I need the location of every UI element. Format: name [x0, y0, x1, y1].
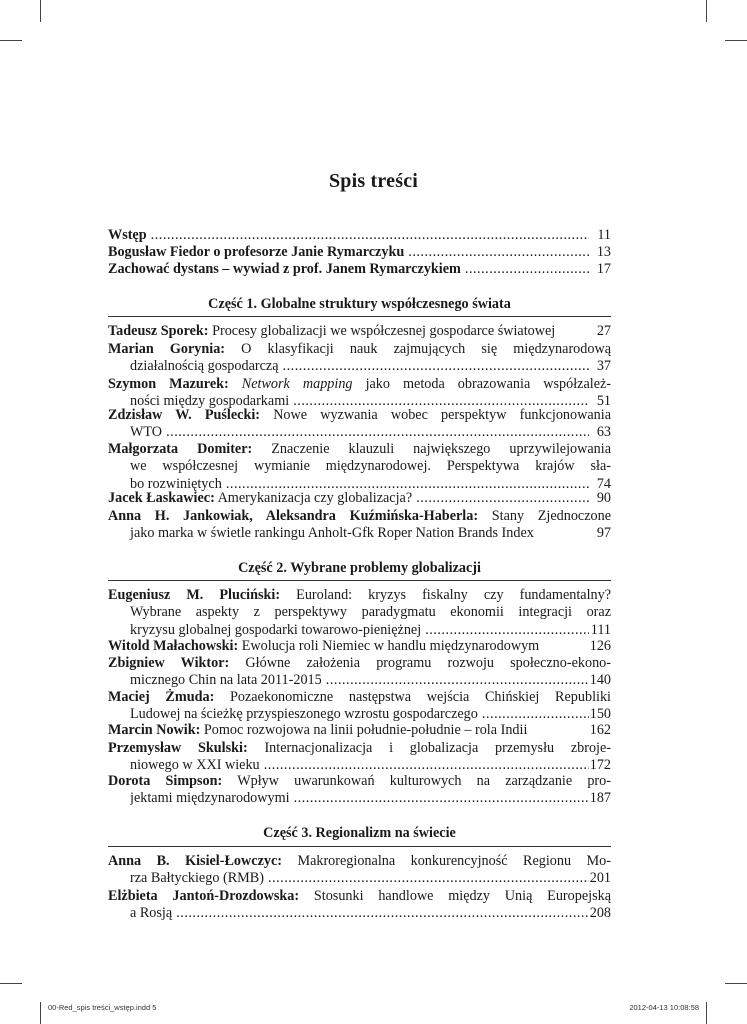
toc-entry: Anna H. Jankowiak, Aleksandra Kuźmińska-Haberla: Stany Zjednoczone jako marka w świetle rankingu Anholt-Gfk Roper Nation Brands Index 97 — [108, 508, 611, 542]
divider — [108, 316, 611, 317]
page-number: 63 — [596, 424, 611, 441]
page-number: 208 — [589, 905, 611, 922]
page-number: 11 — [597, 227, 611, 243]
toc-entry: Maciej Żmuda: Pozaekonomiczne następstwa wejścia Chińskiej Republiki Ludowej na ścieżkę przyspieszonego wzrostu gospodarczego ..... 150 — [108, 689, 611, 724]
crop-mark — [725, 983, 747, 984]
footer-filename: 00-Red_spis treści_wstęp.indd 5 — [48, 1003, 157, 1012]
toc-entry: Marian Gorynia: O klasyfikacji nauk zajmujących się międzynarodową działalnością gospodarczą ..... 37 — [108, 341, 611, 376]
page-number: 140 — [589, 672, 611, 689]
page-number: 187 — [589, 790, 611, 807]
page-number: 17 — [596, 261, 611, 277]
page-number: 201 — [589, 870, 611, 887]
crop-mark — [706, 1002, 707, 1024]
footer-timestamp: 2012-04-13 10:08:58 — [629, 1003, 699, 1012]
page-number: 172 — [589, 757, 611, 774]
page-number: 162 — [589, 722, 611, 738]
toc-entry: Marcin Nowik: Pomoc rozwojowa na linii południe-południe – rola Indii 162 — [108, 722, 611, 738]
crop-mark — [40, 0, 41, 22]
page-number: 13 — [596, 244, 611, 260]
page-number: 97 — [596, 525, 611, 542]
part-title: Część 2. Wybrane problemy globalizacji — [238, 560, 481, 576]
toc-intro-entry: Zachować dystans – wywiad z prof. Janem Rymarczykiem ..... 17 — [108, 261, 611, 278]
toc-entry: Witold Małachowski: Ewolucja roli Niemiec w handlu międzynarodowym 126 — [108, 638, 611, 654]
page-number: 111 — [590, 621, 611, 638]
page-number: 27 — [596, 323, 611, 339]
page-number: 37 — [596, 358, 611, 375]
page-number: 90 — [596, 490, 611, 506]
page-number: 150 — [589, 706, 611, 723]
toc-entry: Tadeusz Sporek: Procesy globalizacji we współczesnej gospodarce światowej 27 — [108, 323, 611, 339]
toc-entry: Szymon Mazurek: Network mapping jako metoda obrazowania współzależ- ności między gospodarkami ..... 51 — [108, 376, 611, 411]
toc-intro-entry: Wstęp ..... 11 — [108, 227, 611, 244]
page-number: 126 — [589, 638, 611, 654]
crop-mark — [40, 1002, 41, 1024]
divider — [108, 580, 611, 581]
toc-entry: Zdzisław W. Puślecki: Nowe wyzwania wobec perspektyw funkcjonowania WTO ..... 63 — [108, 407, 611, 442]
page-number: 74 — [596, 475, 611, 492]
crop-mark — [0, 983, 22, 984]
part-title: Część 1. Globalne struktury współczesnego świata — [208, 296, 511, 312]
toc-intro-entry: Bogusław Fiedor o profesorze Janie Rymarczyku ..... 13 — [108, 244, 611, 261]
crop-mark — [0, 40, 22, 41]
toc-entry: Zbigniew Wiktor: Główne założenia programu rozwoju społeczno-ekono- micznego Chin na lata 2011-2015 ..... 140 — [108, 655, 611, 690]
toc-entry: Małgorzata Domiter: Znaczenie klauzuli największego uprzywilejowania we współczesnej wymianie międzynarodowej. Perspektywa krajów sła- bo rozwiniętych ..... 74 — [108, 441, 611, 493]
page-title: Spis treści — [328, 170, 419, 192]
toc-entry: Jacek Łaskawiec: Amerykanizacja czy globalizacja? ..... 90 — [108, 490, 611, 507]
toc-entry: Przemysław Skulski: Internacjonalizacja i globalizacja przemysłu zbroje- niowego w XXI wieku ..... 172 — [108, 740, 611, 775]
toc-entry: Dorota Simpson: Wpływ uwarunkowań kulturowych na zarządzanie pro- jektami międzynarodowymi ..... 187 — [108, 773, 611, 808]
toc-entry: Anna B. Kisiel-Łowczyc: Makroregionalna konkurencyjność Regionu Mo- rza Bałtyckiego (RMB) ..... 201 — [108, 853, 611, 888]
toc-entry: Elżbieta Jantoń-Drozdowska: Stosunki handlowe między Unią Europejską a Rosją ..... 208 — [108, 888, 611, 923]
page-number: 51 — [596, 393, 611, 410]
crop-mark — [725, 40, 747, 41]
toc-entry: Eugeniusz M. Pluciński: Euroland: kryzys fiskalny czy fundamentalny? Wybrane aspekty z perspektywy paradygmatu ekonomii integracji oraz kryzysu globalnej gospodarki towarowo-pieniężnej ..... 111 — [108, 587, 611, 639]
part-title: Część 3. Regionalizm na świecie — [263, 825, 456, 841]
crop-mark — [706, 0, 707, 22]
divider — [108, 846, 611, 847]
